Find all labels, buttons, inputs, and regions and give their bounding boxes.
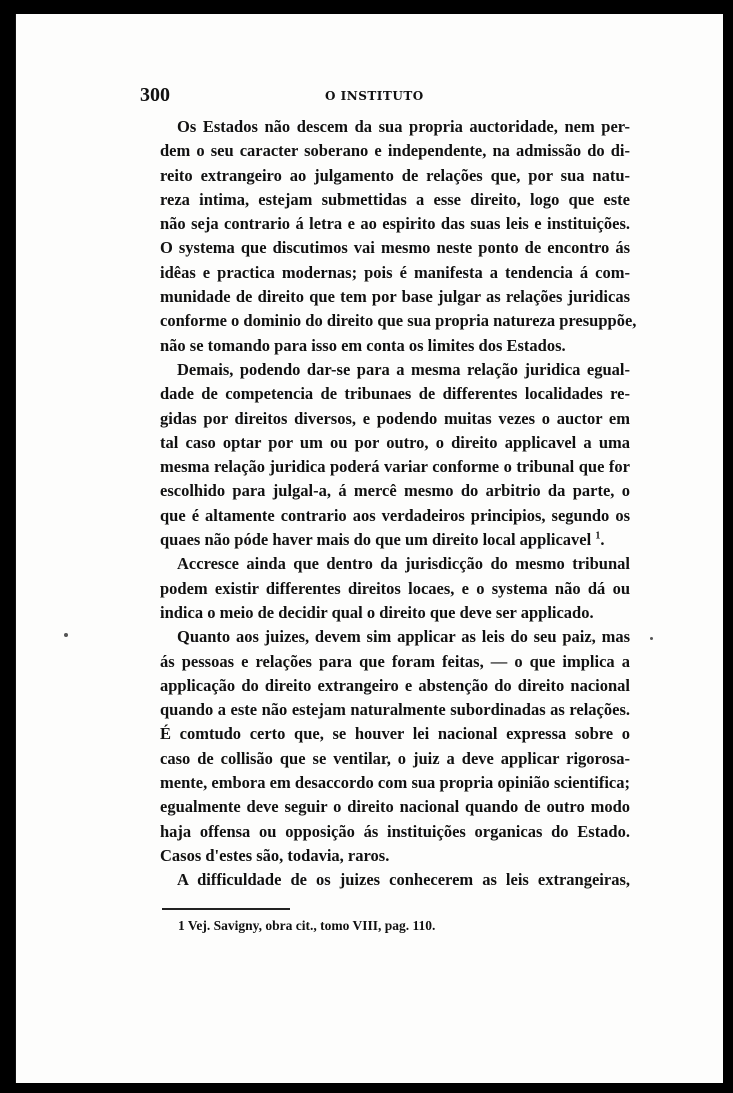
- text-line: Casos d'estes são, todavia, raros.: [160, 845, 390, 865]
- text-line: ás pessoas e relações para que foram feitas, — o que implica a: [160, 651, 630, 671]
- text-line: A difficuldade de os juizes conhecerem as leis extrangeiras,: [177, 870, 630, 890]
- text-line: dem o seu caracter soberano e independente, na admissão do di-: [160, 141, 630, 161]
- text-line: reito extrangeiro ao julgamento de relações que, por sua natu-: [160, 165, 630, 185]
- text-line: Demais, podendo dar-se para a mesma relação juridica egual-: [177, 359, 630, 379]
- text-line: dade de competencia de tribunaes de differentes localidades re-: [160, 384, 630, 404]
- text-line: conforme o dominio do direito que sua propria natureza presuppõe,: [160, 311, 637, 331]
- text-line: mente, embora em desaccordo com sua propria opinião scientifica;: [160, 773, 630, 793]
- text-line: não seja contrario á letra e ao espirito das suas leis e instituições.: [160, 214, 630, 234]
- text-line: É comtudo certo que, se houver lei nacional expressa sobre o: [160, 724, 630, 744]
- text-line: não se tomando para isso em conta os limites dos Estados.: [160, 335, 566, 355]
- running-title: O INSTITUTO: [325, 89, 424, 103]
- text-line: Quanto aos juizes, devem sim applicar as leis do seu paiz, mas: [177, 627, 630, 647]
- text-line: escolhido para julgal-a, á mercê mesmo do arbitrio da parte, o: [160, 481, 630, 501]
- body-text: [160, 115, 637, 893]
- text-line: podem existir differentes direitos locaes, e o systema não dá ou: [160, 578, 630, 598]
- page-header: [140, 84, 630, 108]
- text-line: idêas e practica modernas; pois é manifesta a tendencia á com-: [160, 262, 630, 282]
- text-line: gidas por direitos diversos, e podendo muitas vezes o auctor em: [160, 408, 630, 428]
- text-line: munidade de direito que tem por base julgar as relações juridicas: [160, 287, 630, 307]
- scan-speck: [650, 637, 653, 640]
- text-line: tal caso optar por um ou por outro, o direito applicavel a uma: [160, 432, 630, 452]
- page-number: 300: [140, 84, 170, 106]
- text-line: reza intima, estejam submettidas a esse direito, logo que este: [160, 189, 630, 209]
- text-line: quando a este não estejam naturalmente subordinadas as relações.: [160, 700, 630, 720]
- text-line: que é altamente contrario aos verdadeiros principios, segundo os: [160, 505, 630, 525]
- footnote-separator: [162, 908, 290, 910]
- footnote: 1 Vej. Savigny, obra cit., tomo VIII, pag. 110.: [178, 918, 436, 933]
- text-line: quaes não póde haver mais do que um direito local applicavel: [160, 530, 592, 550]
- text-line: mesma relação juridica poderá variar conforme o tribunal que for: [160, 457, 630, 477]
- text-line: caso de collisão que se ventilar, o juiz a deve applicar rigorosa-: [160, 748, 630, 768]
- footnote-reference[interactable]: 1: [595, 530, 601, 542]
- scan-speck: [64, 633, 68, 637]
- text-line-with-footnote-ref: [160, 528, 630, 552]
- text-line: haja offensa ou opposição ás instituições organicas do Estado.: [160, 821, 630, 841]
- text-line: Accresce ainda que dentro da jurisdicção do mesmo tribunal: [177, 554, 630, 574]
- text-line: egualmente deve seguir o direito nacional quando de outro modo: [160, 797, 630, 817]
- text-line: applicação do direito extrangeiro e abstenção do direito nacional: [160, 675, 630, 695]
- line-terminal-period: .: [600, 530, 605, 550]
- text-line: indica o meio de decidir qual o direito que deve ser applicado.: [160, 602, 594, 622]
- text-line: O systema que discutimos vai mesmo neste ponto de encontro ás: [160, 238, 630, 258]
- text-line: Os Estados não descem da sua propria auctoridade, nem per-: [177, 117, 630, 136]
